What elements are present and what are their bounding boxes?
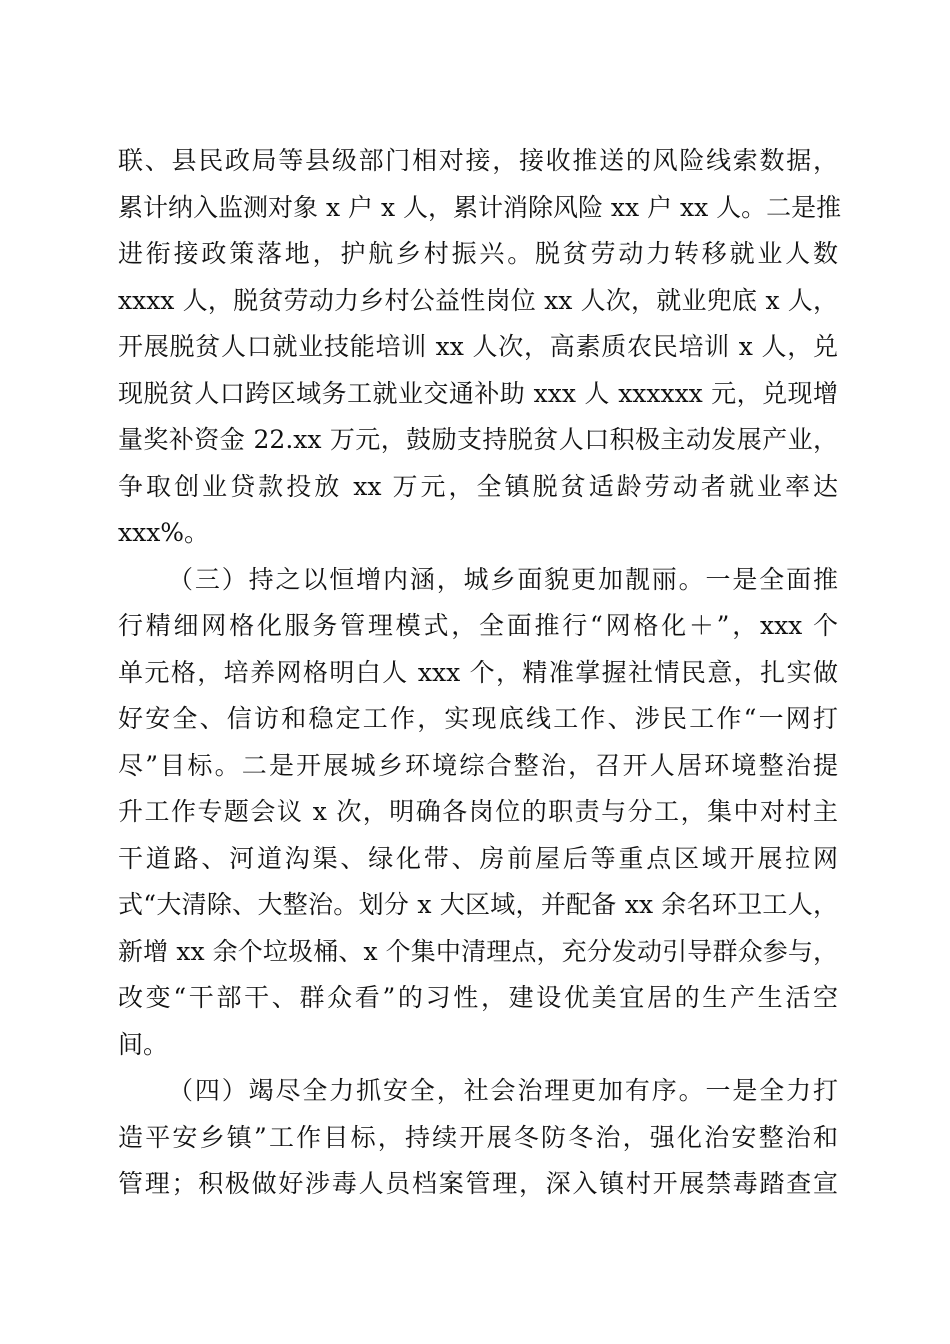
text-line: xxx%。 xyxy=(118,518,210,547)
text-line: 尽”目标。二是开展城乡环境综合整治，召开人居环境整治提 xyxy=(118,751,838,780)
text-line: 造平安乡镇”工作目标，持续开展冬防冬治，强化治安整治和 xyxy=(118,1123,838,1152)
text-line: 行精细网格化服务管理模式，全面推行“网格化＋”，xxx 个 xyxy=(118,611,838,640)
text-line: 管理；积极做好涉毒人员档案管理，深入镇村开展禁毒踏查宣 xyxy=(118,1169,838,1198)
text-line: 累计纳入监测对象 x 户 x 人，累计消除风险 xx 户 xx 人。二是推 xyxy=(118,193,842,222)
text-line: 进衔接政策落地，护航乡村振兴。脱贫劳动力转移就业人数 xyxy=(118,239,838,268)
text-line: 争取创业贷款投放 xx 万元，全镇脱贫适龄劳动者就业率达 xyxy=(118,472,838,501)
text-line: 干道路、河道沟渠、绿化带、房前屋后等重点区域开展拉网 xyxy=(118,844,838,873)
text-line: 改变“干部干、群众看”的习性，建设优美宜居的生产生活空 xyxy=(118,983,838,1012)
section-heading-line: （三）持之以恒增内涵，城乡面貌更加靓丽。一是全面推 xyxy=(168,565,838,594)
text-line: 量奖补资金 22.xx 万元，鼓励支持脱贫人口积极主动发展产业， xyxy=(118,425,838,454)
text-line: 单元格，培养网格明白人 xxx 个，精准掌握社情民意，扎实做 xyxy=(118,658,838,687)
text-line: 新增 xx 余个垃圾桶、x 个集中清理点，充分发动引导群众参与， xyxy=(118,937,838,966)
text-line: 开展脱贫人口就业技能培训 xx 人次，高素质农民培训 x 人，兑 xyxy=(118,332,838,361)
text-line: xxxx 人，脱贫劳动力乡村公益性岗位 xx 人次，就业兜底 x 人， xyxy=(118,286,838,315)
section-heading-line: （四）竭尽全力抓安全，社会治理更加有序。一是全力打 xyxy=(168,1076,838,1105)
text-line: 现脱贫人口跨区域务工就业交通补助 xxx 人 xxxxxx 元，兑现增 xyxy=(118,379,838,408)
text-line: 联、县民政局等县级部门相对接，接收推送的风险线索数据， xyxy=(118,146,838,175)
text-line: 间。 xyxy=(118,1030,169,1059)
text-line: 好安全、信访和稳定工作，实现底线工作、涉民工作“一网打 xyxy=(118,704,838,733)
text-line: 式“大清除、大整治。划分 x 大区域，并配备 xx 余名环卫工人， xyxy=(118,890,838,919)
text-line: 升工作专题会议 x 次，明确各岗位的职责与分工，集中对村主 xyxy=(118,797,838,826)
